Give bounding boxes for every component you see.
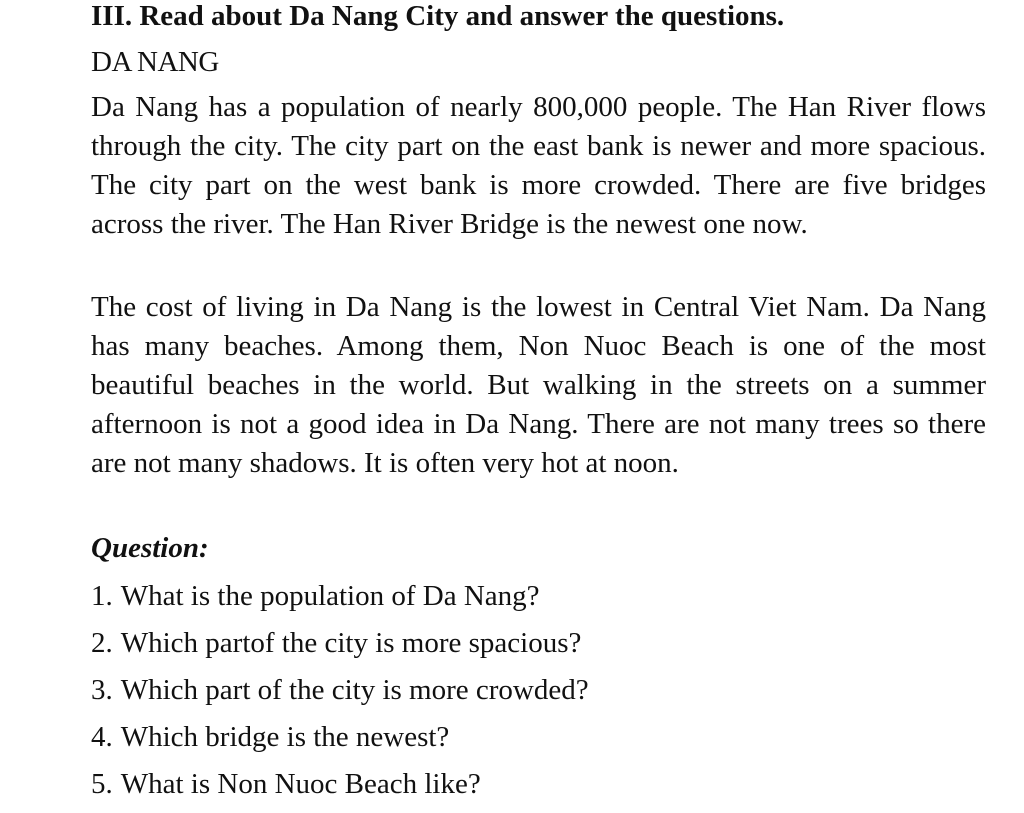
questions-heading: Question: <box>91 532 209 564</box>
question-item-4 <box>91 719 589 766</box>
question-number: 4. <box>91 721 113 753</box>
questions-list <box>91 578 589 813</box>
question-text: Which part of the city is more crowded? <box>120 674 589 706</box>
question-number: 5. <box>91 768 113 800</box>
passage-paragraph-1: Da Nang has a population of nearly 800,000 people. The Han River flows through the city. The city part on the east bank is newer and more spacious. The city part on the west bank is more crowded. There are five bridges across the river. The Han River Bridge is the newest one now. <box>91 91 986 240</box>
question-item-1 <box>91 578 589 625</box>
question-item-2 <box>91 625 589 672</box>
question-number: 1. <box>91 580 113 612</box>
question-number: 2. <box>91 627 113 659</box>
question-text: What is Non Nuoc Beach like? <box>120 768 481 800</box>
question-text: What is the population of Da Nang? <box>120 580 540 612</box>
passage-paragraph-2: The cost of living in Da Nang is the lowest in Central Viet Nam. Da Nang has many beaches. Among them, Non Nuoc Beach is one of the most beautiful beaches in the world. But walking in the streets on a summer afternoon is not a good idea in Da Nang. There are not many trees so there are not many shadows. It is often very hot at noon. <box>91 291 986 479</box>
passage-title: DA NANG <box>91 46 219 78</box>
question-number: 3. <box>91 674 113 706</box>
question-text: Which partof the city is more spacious? <box>120 627 582 659</box>
question-text: Which bridge is the newest? <box>120 721 450 753</box>
section-heading: III. Read about Da Nang City and answer the questions. <box>91 0 785 32</box>
question-item-3 <box>91 672 589 719</box>
question-item-5 <box>91 766 589 813</box>
